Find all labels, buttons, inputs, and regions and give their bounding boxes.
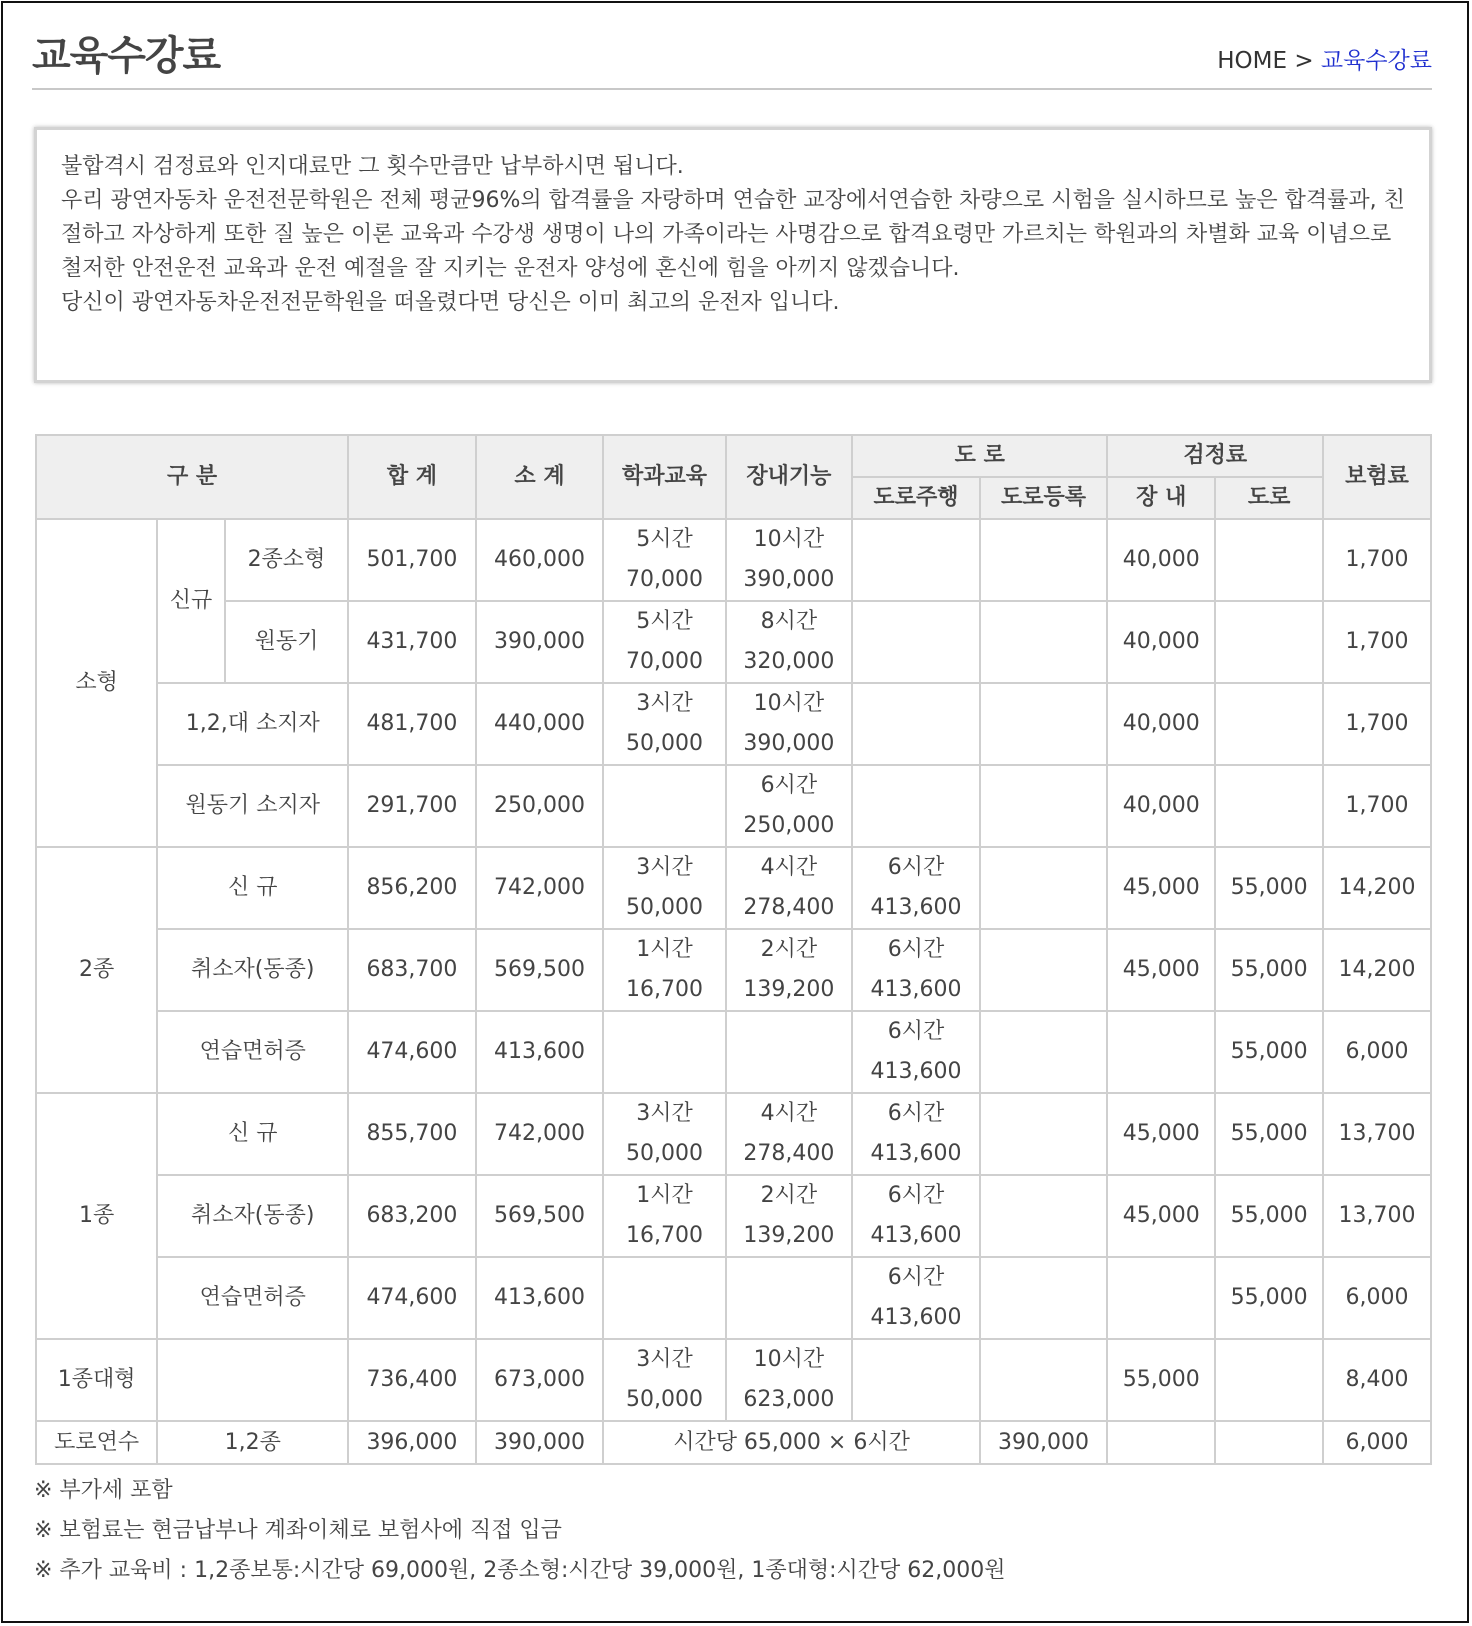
footnote: ※ 부가세 포함	[34, 1478, 173, 1503]
cell-total: 474,600	[348, 1011, 476, 1093]
cell-subtotal: 742,000	[476, 847, 604, 929]
group-large: 1종대형	[36, 1339, 157, 1421]
table-row	[36, 847, 1431, 929]
cell-subtotal: 440,000	[476, 683, 604, 765]
course-hours: 6시간	[760, 773, 818, 798]
cell-road-reg	[980, 1175, 1108, 1257]
cell-hourly-rate: 시간당 65,000 × 6시간	[603, 1421, 979, 1464]
cell-total: 683,200	[348, 1175, 476, 1257]
table-row	[36, 1011, 1431, 1093]
cell-total: 736,400	[348, 1339, 476, 1421]
header-insurance: 보험료	[1323, 435, 1431, 519]
cell-insurance: 1,700	[1323, 683, 1431, 765]
road-drive-hours: 6시간	[887, 855, 945, 880]
cell-exam-road	[1215, 1421, 1323, 1464]
cell-exam-course: 40,000	[1107, 601, 1215, 683]
theory-hours: 3시간	[636, 1347, 693, 1372]
theory-fee: 50,000	[625, 731, 703, 756]
theory-fee: 50,000	[625, 1141, 703, 1166]
cell-road-drive	[852, 765, 980, 847]
cell-road-drive	[852, 847, 980, 929]
page-header	[32, 24, 1432, 90]
table-row	[36, 1339, 1431, 1421]
road-drive-fee: 413,600	[870, 895, 962, 920]
footnote: ※ 보험료는 현금납부나 계좌이체로 보험사에 직접 입금	[34, 1518, 562, 1543]
row-label: 1,2,대 소지자	[157, 683, 348, 765]
cell-exam-course: 45,000	[1107, 1175, 1215, 1257]
cell-road-reg	[980, 519, 1108, 601]
cell-course	[726, 601, 853, 683]
course-fee: 320,000	[743, 649, 835, 674]
theory-hours: 5시간	[636, 609, 693, 634]
cell-exam-course: 40,000	[1107, 519, 1215, 601]
course-fee: 623,000	[743, 1387, 835, 1412]
cell-total: 855,700	[348, 1093, 476, 1175]
theory-fee: 70,000	[625, 567, 703, 592]
cell-exam-course: 40,000	[1107, 683, 1215, 765]
breadcrumb-current: 교육수강료	[1320, 48, 1432, 74]
cell-total: 683,700	[348, 929, 476, 1011]
cell-course	[726, 683, 853, 765]
header-total: 합 계	[348, 435, 476, 519]
course-fee: 390,000	[743, 567, 835, 592]
group-small-new: 신규	[157, 519, 224, 683]
cell-road-drive	[852, 1175, 980, 1257]
cell-road-reg	[980, 847, 1108, 929]
cell-exam-road	[1215, 765, 1323, 847]
group-class1: 1종	[36, 1093, 157, 1339]
theory-hours: 1시간	[636, 1183, 693, 1208]
cell-insurance: 14,200	[1323, 847, 1431, 929]
cell-total: 856,200	[348, 847, 476, 929]
cell-subtotal: 390,000	[476, 601, 604, 683]
table-header-row	[36, 435, 1431, 477]
notice-line: 우리 광연자동차 운전전문학원은 전체 평균96%의 합격률을 자랑하며 연습한 교장에서연습한 차량으로 시험을 실시하므로 높은 합격률과, 친절하고 자상하게 또한 질 높은 이론 교육과 수강생 생명이 나의 가족이라는 사명감으로 합격요령만 가르치는 학원과의 차별화 교육 이념으로 철저한 안전운전 교육과 운전 예절을 잘 지키는 운전자 양성에 혼신에 힘을 아끼지 않겠습니다.	[61, 188, 1405, 281]
cell-subtotal: 390,000	[476, 1421, 604, 1464]
cell-theory	[603, 1093, 725, 1175]
cell-theory	[603, 601, 725, 683]
theory-hours: 5시간	[636, 527, 693, 552]
course-hours: 10시간	[753, 1347, 825, 1372]
cell-road-reg	[980, 601, 1108, 683]
row-label: 취소자(동종)	[157, 1175, 348, 1257]
cell-theory	[603, 1339, 725, 1421]
cell-road-reg	[980, 683, 1108, 765]
cell-course	[726, 1093, 853, 1175]
course-hours: 8시간	[760, 609, 818, 634]
notice-line: 불합격시 검정료와 인지대료만 그 횟수만큼만 납부하시면 됩니다.	[61, 154, 684, 179]
cell-exam-course: 45,000	[1107, 1093, 1215, 1175]
course-fee: 139,200	[743, 1223, 835, 1248]
road-drive-fee: 413,600	[870, 1141, 962, 1166]
cell-total: 481,700	[348, 683, 476, 765]
row-label	[157, 1339, 348, 1421]
cell-subtotal: 569,500	[476, 929, 604, 1011]
cell-course	[726, 1011, 853, 1093]
theory-fee: 50,000	[625, 895, 703, 920]
cell-subtotal: 673,000	[476, 1339, 604, 1421]
table-row	[36, 765, 1431, 847]
header-road-drive: 도로주행	[852, 477, 980, 519]
cell-exam-course: 45,000	[1107, 847, 1215, 929]
cell-insurance: 6,000	[1323, 1421, 1431, 1464]
table-row	[36, 1421, 1431, 1464]
footnotes	[34, 1471, 1005, 1591]
course-hours: 4시간	[760, 855, 818, 880]
cell-insurance: 13,700	[1323, 1093, 1431, 1175]
cell-total: 291,700	[348, 765, 476, 847]
cell-theory	[603, 1257, 725, 1339]
cell-exam-road: 55,000	[1215, 847, 1323, 929]
theory-hours: 3시간	[636, 1101, 693, 1126]
row-label: 신 규	[157, 847, 348, 929]
cell-road-drive	[852, 683, 980, 765]
table-row	[36, 519, 1431, 601]
road-drive-fee: 413,600	[870, 1059, 962, 1084]
header-course: 장내기능	[726, 435, 853, 519]
row-label: 신 규	[157, 1093, 348, 1175]
footnote: ※ 추가 교육비 : 1,2종보통:시간당 69,000원, 2종소형:시간당 39,000원, 1종대형:시간당 62,000원	[34, 1558, 1006, 1583]
cell-road-reg	[980, 1011, 1108, 1093]
row-label: 원동기	[225, 601, 348, 683]
header-exam-course: 장 내	[1107, 477, 1215, 519]
cell-course	[726, 1175, 853, 1257]
breadcrumb	[1217, 42, 1432, 75]
cell-exam-road	[1215, 519, 1323, 601]
course-fee: 390,000	[743, 731, 835, 756]
cell-course	[726, 1339, 853, 1421]
table-row	[36, 601, 1431, 683]
cell-road-reg	[980, 1093, 1108, 1175]
row-label: 연습면허증	[157, 1011, 348, 1093]
cell-insurance: 1,700	[1323, 519, 1431, 601]
table-row	[36, 929, 1431, 1011]
row-label: 취소자(동종)	[157, 929, 348, 1011]
table-row	[36, 1093, 1431, 1175]
cell-theory	[603, 929, 725, 1011]
breadcrumb-home-link[interactable]: HOME	[1217, 48, 1287, 74]
header-subtotal: 소 계	[476, 435, 604, 519]
cell-subtotal: 250,000	[476, 765, 604, 847]
cell-insurance: 14,200	[1323, 929, 1431, 1011]
row-label: 원동기 소지자	[157, 765, 348, 847]
group-small: 소형	[36, 519, 157, 847]
row-label: 1,2종	[157, 1421, 348, 1464]
cell-course	[726, 929, 853, 1011]
road-drive-hours: 6시간	[887, 1183, 945, 1208]
course-hours: 10시간	[753, 691, 825, 716]
theory-hours: 3시간	[636, 855, 693, 880]
cell-exam-course	[1107, 1421, 1215, 1464]
cell-course	[726, 847, 853, 929]
page-title: 교육수강료	[32, 33, 221, 79]
course-hours: 10시간	[753, 527, 825, 552]
course-fee: 139,200	[743, 977, 835, 1002]
cell-exam-course: 40,000	[1107, 765, 1215, 847]
cell-subtotal: 413,600	[476, 1257, 604, 1339]
cell-exam-road: 55,000	[1215, 929, 1323, 1011]
cell-exam-road: 55,000	[1215, 1257, 1323, 1339]
cell-insurance: 1,700	[1323, 765, 1431, 847]
road-drive-fee: 413,600	[870, 1223, 962, 1248]
road-drive-hours: 6시간	[887, 937, 945, 962]
cell-course	[726, 1257, 853, 1339]
cell-exam-road	[1215, 683, 1323, 765]
cell-exam-course: 45,000	[1107, 929, 1215, 1011]
cell-theory	[603, 847, 725, 929]
cell-road-drive	[852, 1011, 980, 1093]
cell-total: 431,700	[348, 601, 476, 683]
cell-road-reg: 390,000	[980, 1421, 1108, 1464]
theory-fee: 16,700	[625, 1223, 703, 1248]
cell-exam-road: 55,000	[1215, 1093, 1323, 1175]
cell-subtotal: 742,000	[476, 1093, 604, 1175]
cell-theory	[603, 1175, 725, 1257]
header-category: 구 분	[36, 435, 348, 519]
theory-hours: 1시간	[636, 937, 693, 962]
notice-line: 당신이 광연자동차운전전문학원을 떠올렸다면 당신은 이미 최고의 운전자 입니다.	[61, 290, 840, 315]
cell-total: 501,700	[348, 519, 476, 601]
cell-road-drive	[852, 1093, 980, 1175]
course-hours: 2시간	[760, 937, 818, 962]
course-hours: 2시간	[760, 1183, 818, 1208]
cell-exam-road: 55,000	[1215, 1175, 1323, 1257]
row-label: 연습면허증	[157, 1257, 348, 1339]
course-fee: 250,000	[743, 813, 835, 838]
cell-road-drive	[852, 929, 980, 1011]
course-fee: 278,400	[743, 895, 835, 920]
header-road: 도 로	[852, 435, 1107, 477]
road-drive-fee: 413,600	[870, 977, 962, 1002]
row-label: 2종소형	[225, 519, 348, 601]
theory-fee: 16,700	[625, 977, 703, 1002]
cell-subtotal: 569,500	[476, 1175, 604, 1257]
header-exam-fee: 검정료	[1107, 435, 1323, 477]
theory-hours: 3시간	[636, 691, 693, 716]
group-road-training: 도로연수	[36, 1421, 157, 1464]
cell-road-reg	[980, 765, 1108, 847]
course-hours: 4시간	[760, 1101, 818, 1126]
cell-road-reg	[980, 929, 1108, 1011]
group-class2: 2종	[36, 847, 157, 1093]
cell-insurance: 8,400	[1323, 1339, 1431, 1421]
cell-theory	[603, 765, 725, 847]
cell-exam-road: 55,000	[1215, 1011, 1323, 1093]
cell-exam-course: 55,000	[1107, 1339, 1215, 1421]
header-exam-road: 도로	[1215, 477, 1323, 519]
cell-exam-road	[1215, 601, 1323, 683]
theory-fee: 50,000	[625, 1387, 703, 1412]
table-row	[36, 683, 1431, 765]
cell-exam-course	[1107, 1257, 1215, 1339]
cell-insurance: 6,000	[1323, 1011, 1431, 1093]
header-theory: 학과교육	[603, 435, 725, 519]
table-row	[36, 1257, 1431, 1339]
cell-road-reg	[980, 1339, 1108, 1421]
cell-road-drive	[852, 601, 980, 683]
cell-total: 474,600	[348, 1257, 476, 1339]
road-drive-fee: 413,600	[870, 1305, 962, 1330]
cell-insurance: 6,000	[1323, 1257, 1431, 1339]
cell-exam-road	[1215, 1339, 1323, 1421]
cell-theory	[603, 1011, 725, 1093]
course-fee: 278,400	[743, 1141, 835, 1166]
cell-theory	[603, 519, 725, 601]
cell-road-drive	[852, 1257, 980, 1339]
cell-total: 396,000	[348, 1421, 476, 1464]
cell-road-drive	[852, 519, 980, 601]
road-drive-hours: 6시간	[887, 1101, 945, 1126]
cell-course	[726, 765, 853, 847]
cell-course	[726, 519, 853, 601]
cell-subtotal: 413,600	[476, 1011, 604, 1093]
breadcrumb-separator: >	[1294, 48, 1314, 74]
header-road-reg: 도로등록	[980, 477, 1108, 519]
cell-road-drive	[852, 1339, 980, 1421]
cell-road-reg	[980, 1257, 1108, 1339]
road-drive-hours: 6시간	[887, 1019, 945, 1044]
cell-insurance: 13,700	[1323, 1175, 1431, 1257]
theory-fee: 70,000	[625, 649, 703, 674]
cell-insurance: 1,700	[1323, 601, 1431, 683]
cell-theory	[603, 683, 725, 765]
road-drive-hours: 6시간	[887, 1265, 945, 1290]
cell-exam-course	[1107, 1011, 1215, 1093]
notice-box	[34, 127, 1432, 383]
table-row	[36, 1175, 1431, 1257]
fee-table	[35, 434, 1432, 1465]
cell-subtotal: 460,000	[476, 519, 604, 601]
